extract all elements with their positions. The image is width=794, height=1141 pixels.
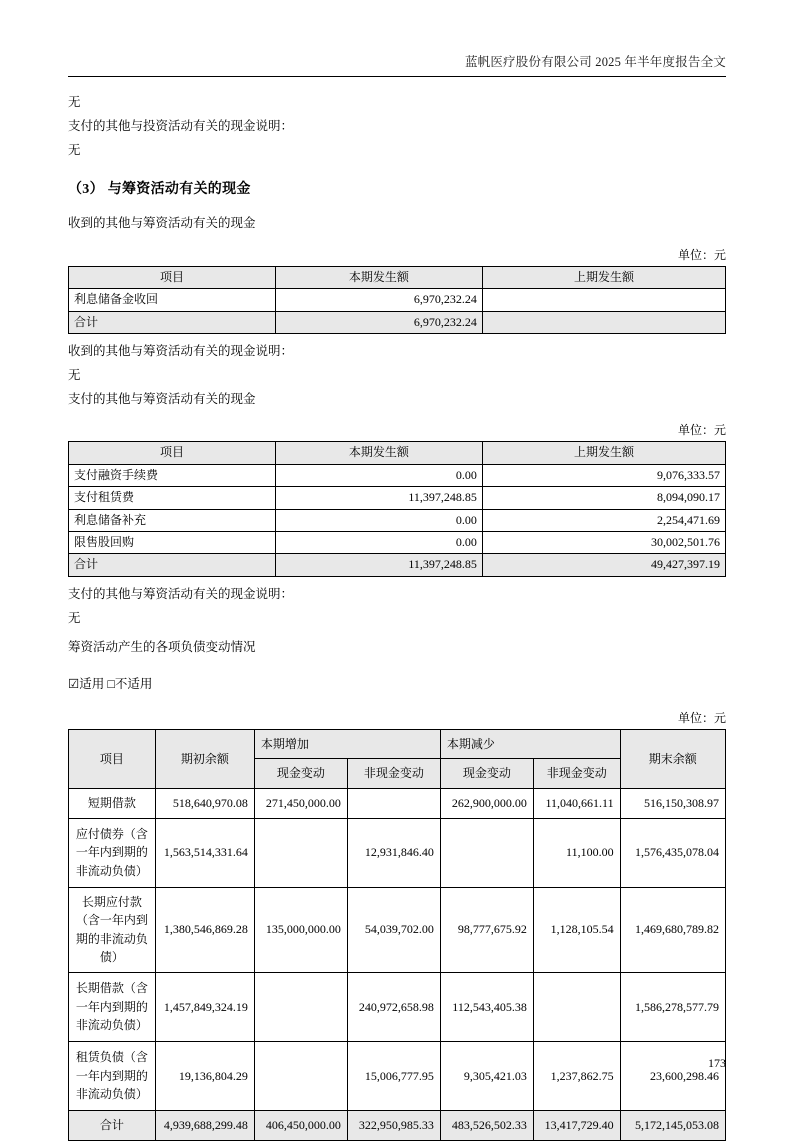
cell-end: 516,150,308.97 (620, 788, 725, 818)
cell-increase-noncash (347, 788, 440, 818)
cell-decrease-cash: 262,900,000.00 (440, 788, 533, 818)
table-paid-financing-cash (68, 441, 726, 576)
table-header-row-top (69, 729, 726, 759)
note-paid-financing: 支付的其他与筹资活动有关的现金说明： (68, 586, 294, 601)
col-header-decrease-noncash: 非现金变动 (533, 759, 620, 789)
cell-item: 利息储备金收回 (69, 289, 276, 311)
caption-liability-changes: 筹资活动产生的各项负债变动情况 (68, 640, 256, 655)
col-header-item: 项目 (69, 729, 156, 788)
col-header-prior: 上期发生额 (482, 267, 725, 289)
text-none-2: 无 (68, 142, 81, 157)
col-header-increase: 本期增加 (254, 729, 440, 759)
table-header-row (69, 442, 726, 464)
col-header-current: 本期发生额 (275, 442, 482, 464)
cell-current: 6,970,232.24 (275, 289, 482, 311)
table-row (69, 887, 726, 972)
cell-item: 支付租赁费 (69, 487, 276, 509)
cell-current: 0.00 (275, 531, 482, 553)
table-row (69, 531, 726, 553)
table-received-financing-cash (68, 266, 726, 334)
cell-current: 0.00 (275, 464, 482, 486)
caption-received-financing: 收到的其他与筹资活动有关的现金 (68, 216, 256, 231)
cell-prior (482, 289, 725, 311)
note-received-financing: 收到的其他与筹资活动有关的现金说明： (68, 344, 294, 359)
cell-decrease-noncash: 1,128,105.54 (533, 887, 620, 972)
col-header-increase-cash: 现金变动 (254, 759, 347, 789)
cell-prior: 2,254,471.69 (482, 509, 725, 531)
cell-end: 23,600,298.46 (620, 1041, 725, 1110)
unit-label-paid: 单位：元 (677, 423, 726, 438)
cell-item: 利息储备补充 (69, 509, 276, 531)
cell-decrease-noncash: 13,417,729.40 (533, 1110, 620, 1140)
cell-item: 长期应付款（含一年内到期的非流动负债） (69, 887, 156, 972)
col-header-begin-balance: 期初余额 (155, 729, 254, 788)
cell-item: 合计 (69, 554, 276, 576)
cell-begin: 1,457,849,324.19 (155, 972, 254, 1041)
cell-prior: 49,427,397.19 (482, 554, 725, 576)
cell-decrease-cash: 112,543,405.38 (440, 972, 533, 1041)
cell-item: 合计 (69, 311, 276, 333)
cell-current: 11,397,248.85 (275, 487, 482, 509)
table-row-total (69, 1110, 726, 1140)
cell-decrease-noncash: 11,040,661.11 (533, 788, 620, 818)
cell-decrease-noncash: 1,237,862.75 (533, 1041, 620, 1110)
caption-paid-financing: 支付的其他与筹资活动有关的现金 (68, 391, 256, 406)
cell-decrease-noncash: 11,100.00 (533, 818, 620, 887)
header-divider (68, 76, 726, 77)
cell-decrease-cash: 483,526,502.33 (440, 1110, 533, 1140)
cell-item: 长期借款（含一年内到期的非流动负债） (69, 972, 156, 1041)
cell-increase-cash: 135,000,000.00 (254, 887, 347, 972)
cell-increase-noncash: 54,039,702.00 (347, 887, 440, 972)
cell-item: 合计 (69, 1110, 156, 1140)
section-heading-financing-cash: （3） 与筹资活动有关的现金 (68, 182, 251, 198)
table-financing-liability-changes (68, 729, 726, 1141)
cell-item: 应付债券（含一年内到期的非流动负债） (69, 818, 156, 887)
col-header-item: 项目 (69, 442, 276, 464)
cell-increase-noncash: 12,931,846.40 (347, 818, 440, 887)
running-header: 蓝帆医疗股份有限公司 2025 年半年度报告全文 (464, 55, 726, 69)
cell-decrease-cash: 9,305,421.03 (440, 1041, 533, 1110)
applicable-checkbox-line[interactable]: ☑适用 □不适用 (68, 676, 153, 691)
cell-decrease-cash: 98,777,675.92 (440, 887, 533, 972)
cell-increase-noncash: 322,950,985.33 (347, 1110, 440, 1140)
cell-begin: 1,380,546,869.28 (155, 887, 254, 972)
table-row (69, 788, 726, 818)
cell-prior: 30,002,501.76 (482, 531, 725, 553)
cell-begin: 4,939,688,299.48 (155, 1110, 254, 1140)
cell-decrease-noncash (533, 972, 620, 1041)
col-header-increase-noncash: 非现金变动 (347, 759, 440, 789)
col-header-prior: 上期发生额 (482, 442, 725, 464)
cell-increase-cash (254, 818, 347, 887)
table-row (69, 509, 726, 531)
cell-prior (482, 311, 725, 333)
table-row-total (69, 311, 726, 333)
note-investing-paid: 支付的其他与投资活动有关的现金说明： (68, 118, 294, 133)
table-row (69, 1041, 726, 1110)
table-row (69, 487, 726, 509)
cell-current: 6,970,232.24 (275, 311, 482, 333)
table-header-row (69, 267, 726, 289)
cell-begin: 518,640,970.08 (155, 788, 254, 818)
cell-item: 限售股回购 (69, 531, 276, 553)
cell-current: 11,397,248.85 (275, 554, 482, 576)
cell-end: 1,576,435,078.04 (620, 818, 725, 887)
cell-end: 1,469,680,789.82 (620, 887, 725, 972)
cell-item: 租赁负债（含一年内到期的非流动负债） (69, 1041, 156, 1110)
table-row (69, 818, 726, 887)
text-none-4: 无 (68, 610, 81, 625)
cell-item: 短期借款 (69, 788, 156, 818)
unit-label-received: 单位：元 (677, 248, 726, 262)
cell-increase-cash (254, 972, 347, 1041)
cell-increase-noncash: 240,972,658.98 (347, 972, 440, 1041)
cell-increase-cash (254, 1041, 347, 1110)
col-header-current: 本期发生额 (275, 267, 482, 289)
col-header-item: 项目 (69, 267, 276, 289)
table-row (69, 464, 726, 486)
cell-prior: 8,094,090.17 (482, 487, 725, 509)
cell-decrease-cash (440, 818, 533, 887)
page-number: 173 (708, 1056, 726, 1070)
unit-label-liability: 单位：元 (677, 710, 726, 725)
cell-prior: 9,076,333.57 (482, 464, 725, 486)
col-header-decrease: 本期减少 (440, 729, 620, 759)
cell-begin: 19,136,804.29 (155, 1041, 254, 1110)
cell-current: 0.00 (275, 509, 482, 531)
col-header-end-balance: 期末余额 (620, 729, 725, 788)
col-header-decrease-cash: 现金变动 (440, 759, 533, 789)
cell-begin: 1,563,514,331.64 (155, 818, 254, 887)
cell-end: 1,586,278,577.79 (620, 972, 725, 1041)
text-none-3: 无 (68, 367, 81, 382)
cell-increase-noncash: 15,006,777.95 (347, 1041, 440, 1110)
cell-increase-cash: 271,450,000.00 (254, 788, 347, 818)
cell-end: 5,172,145,053.08 (620, 1110, 725, 1140)
cell-increase-cash: 406,450,000.00 (254, 1110, 347, 1140)
text-none-1: 无 (68, 95, 81, 109)
table-row-total (69, 554, 726, 576)
table-row (69, 972, 726, 1041)
table-row (69, 289, 726, 311)
cell-item: 支付融资手续费 (69, 464, 276, 486)
